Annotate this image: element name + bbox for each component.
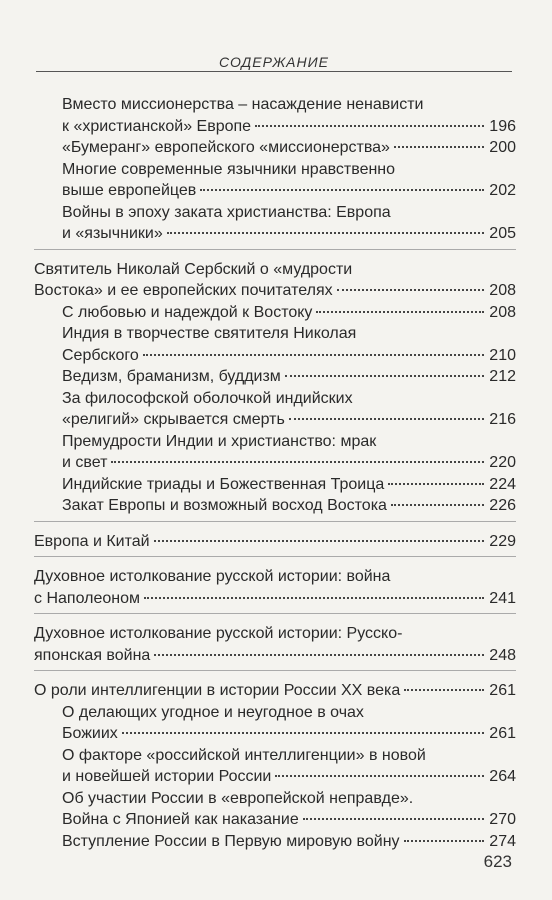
toc-entry-title-line: За философской оболочкой индийских — [62, 389, 353, 407]
toc-entry-title-line: Сербского — [62, 346, 139, 364]
toc-section — [34, 531, 516, 558]
toc-entry-title-line: к «христианской» Европе — [62, 117, 252, 135]
dot-leader — [275, 775, 484, 777]
toc-page-number: 229 — [489, 532, 516, 550]
toc-entry-title-line: Закат Европы и возможный восход Востока — [62, 497, 387, 514]
toc-section — [34, 623, 516, 671]
toc-entry[interactable] — [34, 137, 516, 159]
header-rule — [36, 71, 512, 72]
dot-leader — [255, 125, 484, 127]
toc-entry-title-line: Духовное истолкование русской истории: Русско- — [34, 625, 403, 642]
dot-leader — [111, 461, 484, 463]
table-of-contents — [34, 94, 516, 865]
toc-page-number: 205 — [489, 225, 516, 242]
toc-entry[interactable] — [34, 566, 516, 609]
toc-entry[interactable] — [34, 259, 516, 302]
toc-entry-title-line: выше европейцев — [62, 182, 197, 199]
dot-leader — [388, 483, 484, 485]
toc-entry-title-line: Об участии России в «европейской неправде». — [62, 789, 414, 807]
toc-page-number: 264 — [489, 768, 516, 785]
toc-entry-title-line: Вступление России в Первую мировую войну — [62, 832, 400, 850]
toc-entry[interactable] — [34, 495, 516, 517]
dot-leader — [285, 375, 484, 377]
dot-leader — [289, 418, 484, 420]
toc-page-number: 220 — [489, 454, 516, 471]
toc-entry[interactable] — [34, 323, 516, 366]
toc-section — [34, 566, 516, 614]
toc-page-number: 261 — [489, 682, 516, 699]
toc-page-number: 274 — [489, 832, 516, 850]
page-number: 623 — [483, 852, 512, 871]
toc-entry[interactable] — [34, 831, 516, 853]
toc-page-number: 224 — [489, 475, 516, 493]
dot-leader — [200, 189, 484, 191]
dot-leader — [154, 540, 484, 542]
toc-page-number: 200 — [489, 139, 516, 156]
toc-entry[interactable] — [34, 388, 516, 431]
toc-entry-title-line: японская война — [34, 646, 151, 664]
dot-leader — [391, 504, 484, 506]
toc-entry-title-line: Европа и Китай — [34, 532, 150, 550]
toc-entry[interactable] — [34, 302, 516, 324]
toc-entry-title-line: Индийские триады и Божественная Троица — [62, 475, 385, 493]
toc-entry-title-line: Духовное истолкование русской истории: война — [34, 568, 391, 585]
page-header: СОДЕРЖАНИЕ — [219, 54, 329, 70]
toc-entry-title-line: и новейшей истории России — [62, 768, 272, 785]
toc-entry[interactable] — [34, 94, 516, 137]
toc-page-number: 216 — [489, 411, 516, 428]
toc-page-number: 270 — [489, 811, 516, 828]
toc-entry[interactable] — [34, 623, 516, 666]
toc-entry-title-line: Святитель Николай Сербский о «мудрости — [34, 260, 353, 278]
dot-leader — [404, 840, 484, 842]
toc-entry[interactable] — [34, 431, 516, 474]
dot-leader — [316, 311, 484, 313]
toc-entry-title-line: «Бумеранг» европейского «миссионерства» — [62, 139, 390, 156]
toc-section — [34, 94, 516, 250]
toc-entry[interactable] — [34, 680, 516, 702]
toc-entry[interactable] — [34, 788, 516, 810]
toc-page-number: 212 — [489, 368, 516, 385]
toc-entry-title-line: «религий» скрывается смерть — [62, 411, 285, 428]
toc-page-number: 241 — [489, 589, 516, 607]
toc-page-number: 226 — [489, 497, 516, 514]
toc-page-number: 210 — [489, 346, 516, 364]
toc-section — [34, 680, 516, 856]
toc-entry[interactable] — [34, 702, 516, 745]
toc-page-number: 248 — [489, 646, 516, 664]
toc-section — [34, 259, 516, 522]
toc-entry[interactable] — [34, 531, 516, 553]
dot-leader — [337, 289, 484, 291]
toc-entry[interactable] — [34, 159, 516, 202]
toc-entry-title-line: О роли интеллигенции в истории России XX века — [34, 682, 401, 699]
toc-entry-title-line: и свет — [62, 454, 108, 471]
dot-leader — [394, 146, 484, 148]
toc-page-number: 202 — [489, 182, 516, 199]
toc-entry-title-line: Вместо миссионерства – насаждение ненависти — [62, 96, 424, 113]
toc-entry-title-line: Ведизм, браманизм, буддизм — [62, 368, 281, 385]
dot-leader — [144, 597, 484, 599]
toc-entry-title-line: Война с Японией как наказание — [62, 811, 299, 828]
toc-page-number: 208 — [489, 282, 516, 299]
toc-entry[interactable] — [34, 474, 516, 496]
dot-leader — [154, 654, 484, 656]
toc-entry-title-line: с Наполеоном — [34, 589, 140, 607]
toc-entry-title-line: Многие современные язычники нравственно — [62, 160, 396, 178]
dot-leader — [303, 818, 484, 820]
toc-page-number: 208 — [489, 303, 516, 321]
toc-entry-title-line: Войны в эпоху заката христианства: Европа — [62, 203, 391, 221]
toc-entry[interactable] — [34, 366, 516, 388]
toc-entry-title-line: Индия в творчестве святителя Николая — [62, 325, 357, 342]
dot-leader — [143, 354, 484, 356]
toc-entry-title-line: О факторе «российской интеллигенции» в новой — [62, 746, 426, 764]
dot-leader — [167, 232, 484, 234]
toc-page-number: 196 — [489, 117, 516, 135]
toc-page-number: 261 — [489, 725, 516, 742]
toc-entry[interactable] — [34, 809, 516, 831]
toc-entry-title-line: Премудрости Индии и христианство: мрак — [62, 432, 377, 450]
toc-entry-title-line: О делающих угодное и неугодное в очах — [62, 703, 364, 721]
toc-entry[interactable] — [34, 202, 516, 245]
toc-entry-title-line: Востока» и ее европейских почитателях — [34, 282, 333, 299]
toc-entry-title-line: и «язычники» — [62, 225, 163, 242]
toc-entry[interactable] — [34, 745, 516, 788]
toc-entry-title-line: Божиих — [62, 725, 118, 742]
dot-leader — [122, 732, 484, 734]
toc-entry-title-line: С любовью и надеждой к Востоку — [62, 303, 313, 321]
dot-leader — [404, 689, 484, 691]
